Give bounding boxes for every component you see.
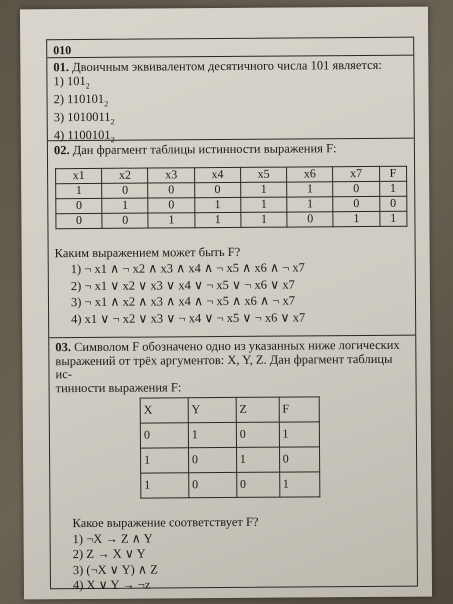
- question-02: [48, 139, 415, 339]
- table-cell: 0: [236, 422, 279, 447]
- question-number: 01.: [53, 60, 70, 75]
- table-cell: 0: [194, 182, 240, 197]
- table-header-cell: x6: [287, 166, 333, 181]
- answer-option: 1) ¬X → Z ∧ Y: [72, 531, 153, 546]
- table-header-cell: F: [279, 397, 320, 422]
- table-header-cell: x7: [333, 166, 379, 181]
- table-cell: 0: [333, 181, 379, 196]
- table-cell: 0: [148, 197, 194, 212]
- answer-option: 4) X ∨ Y → ¬z: [72, 577, 151, 593]
- table-cell: 1: [141, 473, 189, 498]
- question-03: [49, 336, 417, 595]
- table-cell: 1: [236, 447, 279, 472]
- answer-option: 4) $1100101_2$: [53, 127, 115, 144]
- table-header-cell: X: [140, 398, 188, 423]
- table-cell: 0: [148, 182, 194, 197]
- table-cell: 0: [56, 213, 102, 228]
- table-cell: 1: [279, 422, 320, 447]
- answer-options: [55, 261, 409, 326]
- question-01: [47, 56, 414, 142]
- paper-sheet: [20, 7, 432, 600]
- question-text-line: выражений от трёх аргументов: X, Y, Z. Дан фрагмент таблицы ис-: [55, 351, 393, 382]
- question-text-line: тинности выражения F:: [55, 379, 182, 395]
- table-cell: 1: [241, 182, 287, 197]
- table-header-cell: F: [379, 166, 406, 181]
- answer-option: 2) $110101_2$: [53, 91, 109, 108]
- table-header-cell: x4: [194, 167, 240, 182]
- table-cell: 1: [380, 211, 407, 226]
- answer-option: 2) Z → X ∨ Y: [72, 546, 146, 562]
- table-cell: 1: [241, 212, 287, 227]
- table-header-cell: x2: [102, 168, 148, 183]
- table-cell: 1: [148, 212, 194, 227]
- answer-option: 4) x1 ∨ ¬ x2 ∨ x3 ∨ ¬ x4 ∨ ¬ x5 ∨ ¬ x6 ∨ x7: [71, 309, 306, 326]
- question-prompt: Какое выражение соответствует F?: [72, 514, 259, 531]
- question-number: 03.: [55, 340, 71, 355]
- table-row: [141, 472, 320, 498]
- table-cell: 0: [189, 472, 237, 497]
- truth-table-f: [55, 165, 407, 228]
- table-cell: 1: [102, 198, 148, 213]
- table-row: [140, 422, 319, 448]
- table-cell: 0: [287, 211, 333, 226]
- table-header-cell: x5: [240, 167, 286, 182]
- answer-option: 3) (¬X ∨ Y) ∧ Z: [72, 561, 158, 577]
- table-header-cell: x3: [148, 167, 194, 182]
- table-cell: 1: [188, 422, 236, 447]
- table-cell: 1: [56, 183, 102, 198]
- table-cell: 1: [141, 448, 189, 473]
- question-text: Дан фрагмент таблицы истинности выражения F:: [72, 141, 337, 158]
- table-cell: 0: [188, 447, 236, 472]
- table-row: [56, 211, 407, 228]
- table-cell: 0: [379, 196, 406, 211]
- answer-option: 1) $101_2$: [53, 73, 90, 90]
- table-cell: 1: [195, 212, 241, 227]
- table-cell: 1: [287, 196, 333, 211]
- answer-option: 1) ¬ x1 ∧ ¬ x2 ∧ x3 ∧ x4 ∧ ¬ x5 ∧ x6 ∧ ¬ x7: [70, 260, 305, 277]
- question-text: Двоичным эквивалентом десятичного числа 101 является:: [72, 57, 382, 75]
- table-cell: 1: [379, 181, 406, 196]
- table-cell: 0: [140, 423, 188, 448]
- table-cell: 0: [56, 198, 102, 213]
- table-cell: 1: [287, 181, 333, 196]
- table-header-cell: Z: [236, 397, 279, 422]
- table-row: [141, 447, 320, 473]
- table-header-cell: Y: [188, 397, 236, 422]
- question-prompt: Каким выражением может быть F?: [54, 244, 241, 260]
- answer-option: 3) $1010011_2$: [53, 109, 115, 126]
- table-header-cell: x1: [56, 168, 102, 183]
- answer-option: 3) ¬ x1 ∧ x2 ∧ x3 ∧ x4 ∧ ¬ x5 ∧ x6 ∧ ¬ x7: [70, 293, 296, 310]
- answer-option: 2) ¬ x1 ∨ x2 ∨ x3 ∨ x4 ∨ ¬ x5 ∨ ¬ x6 ∨ x7: [70, 277, 295, 293]
- answer-options: [57, 530, 411, 592]
- truth-table-xyz: [140, 396, 321, 498]
- question-text-line: Символом F обозначено одно из указанных ниже логических: [74, 337, 400, 355]
- table-cell: 0: [102, 183, 148, 198]
- variant-number: 010: [47, 38, 413, 59]
- table-cell: 0: [279, 447, 320, 472]
- table-cell: 1: [333, 211, 379, 226]
- table-cell: 1: [241, 197, 287, 212]
- question-number: 02.: [53, 143, 70, 158]
- test-frame: [46, 37, 418, 593]
- table-cell: 0: [236, 472, 279, 497]
- table-cell: 0: [333, 196, 379, 211]
- table-cell: 1: [279, 472, 320, 497]
- table-cell: 1: [194, 197, 240, 212]
- table-cell: 0: [102, 213, 148, 228]
- table-header-row: [140, 397, 319, 423]
